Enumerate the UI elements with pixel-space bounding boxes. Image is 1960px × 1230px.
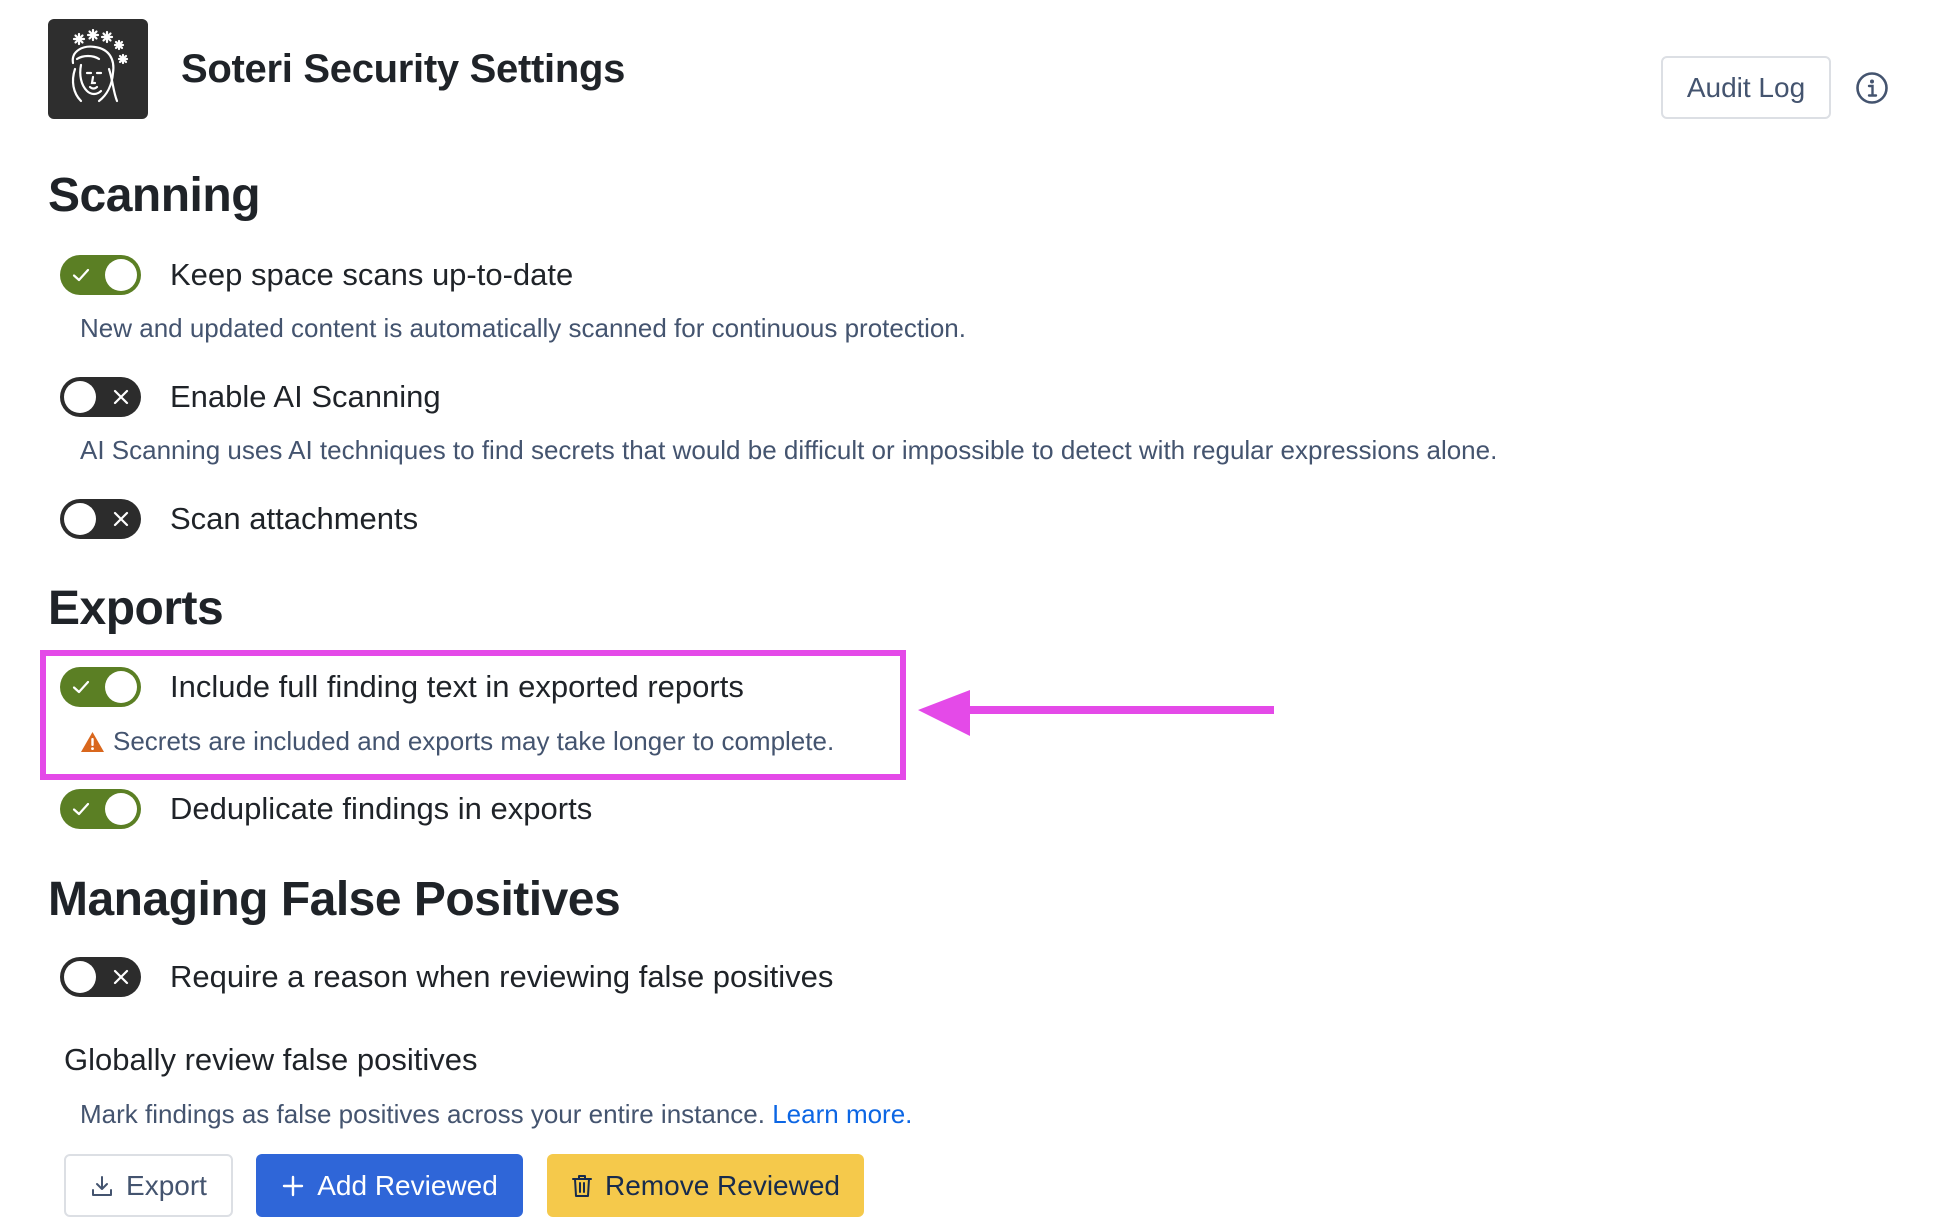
setting-require-reason: [60, 957, 833, 997]
toggle-switch[interactable]: [60, 667, 141, 707]
setting-label: Include full finding text in exported reports: [170, 669, 744, 704]
setting-label: Scan attachments: [170, 501, 419, 536]
export-button-label: Export: [126, 1169, 207, 1201]
toggle-knob: [64, 961, 96, 993]
section-title-scanning: Scanning: [48, 169, 261, 222]
info-icon[interactable]: [1855, 71, 1889, 105]
app-logo: [48, 19, 148, 119]
remove-reviewed-label: Remove Reviewed: [605, 1169, 840, 1201]
x-icon: [111, 967, 131, 987]
setting-description: New and updated content is automatically scanned for continuous protection.: [80, 313, 966, 343]
add-reviewed-button[interactable]: [256, 1154, 523, 1217]
global-review-title: Globally review false positives: [64, 1042, 478, 1077]
audit-log-button[interactable]: Audit Log: [1661, 56, 1831, 119]
check-icon: [71, 265, 91, 285]
x-icon: [111, 387, 131, 407]
plus-icon: [281, 1174, 305, 1198]
section-title-exports: Exports: [48, 582, 224, 635]
learn-more-link[interactable]: Learn more.: [772, 1099, 913, 1129]
global-review-description-text: Mark findings as false positives across your entire instance.: [80, 1099, 765, 1129]
setting-description: AI Scanning uses AI techniques to find secrets that would be difficult or impossible to detect with regular expressions alone.: [80, 435, 1498, 465]
setting-warning: [80, 726, 834, 757]
add-reviewed-label: Add Reviewed: [317, 1169, 498, 1201]
setting-include-full-finding-text: [60, 667, 744, 707]
setting-enable-ai-scanning: [60, 377, 441, 417]
setting-deduplicate-findings: [60, 789, 592, 829]
annotation-arrow-icon: [918, 690, 1278, 742]
toggle-knob: [105, 671, 137, 703]
toggle-knob: [105, 793, 137, 825]
setting-label: Deduplicate findings in exports: [170, 791, 593, 826]
setting-keep-scans-up-to-date: [60, 255, 573, 295]
remove-reviewed-button[interactable]: [547, 1154, 864, 1217]
toggle-switch[interactable]: [60, 789, 141, 829]
setting-label: Require a reason when reviewing false positives: [170, 959, 834, 994]
toggle-knob: [64, 381, 96, 413]
global-review-description: [80, 1099, 912, 1130]
toggle-switch[interactable]: [60, 255, 141, 295]
warning-text: Secrets are included and exports may take longer to complete.: [113, 726, 835, 756]
section-title-false-positives: Managing False Positives: [48, 873, 621, 926]
setting-label: Enable AI Scanning: [170, 379, 441, 414]
warning-icon: [80, 731, 105, 753]
check-icon: [71, 799, 91, 819]
setting-label: Keep space scans up-to-date: [170, 257, 574, 292]
trash-icon: [571, 1174, 593, 1198]
setting-scan-attachments: [60, 499, 418, 539]
download-icon: [90, 1174, 114, 1198]
toggle-switch[interactable]: [60, 499, 141, 539]
toggle-switch[interactable]: [60, 957, 141, 997]
toggle-switch[interactable]: [60, 377, 141, 417]
export-button[interactable]: [64, 1154, 233, 1217]
page-header: [48, 19, 625, 119]
page-title: Soteri Security Settings: [181, 46, 626, 91]
x-icon: [111, 509, 131, 529]
check-icon: [71, 677, 91, 697]
toggle-knob: [105, 259, 137, 291]
toggle-knob: [64, 503, 96, 535]
woman-face-logo-icon: [63, 29, 133, 109]
